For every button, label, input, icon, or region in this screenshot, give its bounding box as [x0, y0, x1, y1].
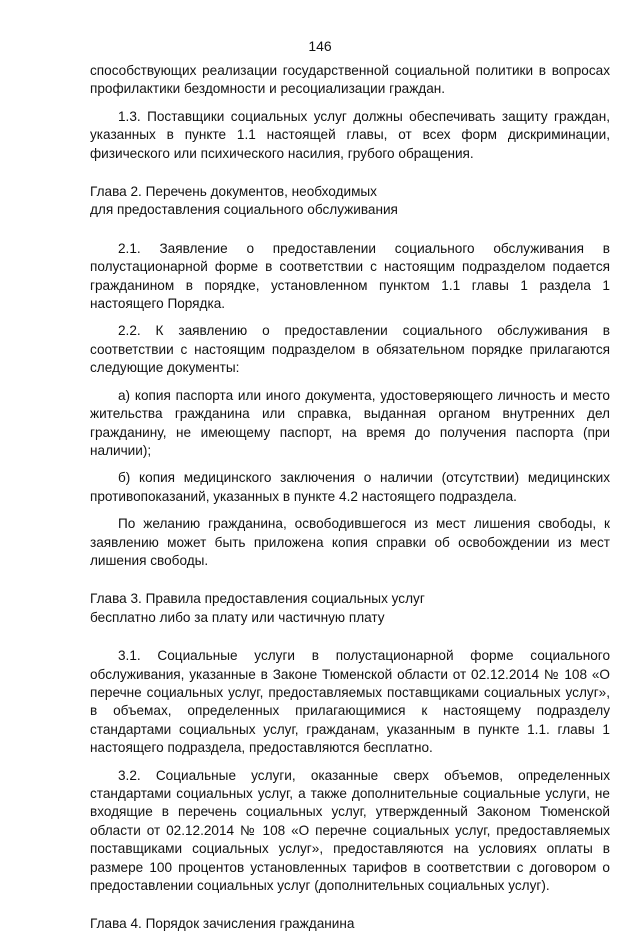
paragraph: а) копия паспорта или иного документа, удостоверяющего личность и место жительства гражданина или справка, выданная органом внутренних дел гражданину, не имеющему паспорт, на время до получения паспорта (при наличии); — [90, 387, 610, 458]
paragraph: 3.2. Социальные услуги, оказанные сверх объемов, определенных стандартами социальных услуг, а также дополнительные социальные услуги, не входящие в перечень социальных услуг, утвержденный Законом Тюменской области от 02.12.2014 № 108 «О перечне социальных услуг, предоставляемых поставщиками социальных услуг», предоставляются на условиях оплаты в размере 100 процентов установленных тарифов в соответствии с договором о предоставлении социальных услуг (дополнительных социальных услуг). — [90, 767, 610, 894]
paragraph: 2.2. К заявлению о предоставлении социального обслуживания в соответствии с настоящим подразделом в обязательном порядке прилагаются следующие документы: — [90, 323, 610, 376]
paragraph: способствующих реализации государственной социальной политики в вопросах профилактики бездомности и ресоциализации граждан. — [90, 63, 610, 97]
chapter-heading-line: бесплатно либо за плату или частичную плату — [90, 609, 385, 625]
chapter-heading-line: Глава 2. Перечень документов, необходимых — [90, 184, 377, 200]
chapter-heading-line: для предоставления социального обслуживания — [90, 202, 398, 218]
document-body — [90, 62, 610, 934]
paragraph: б) копия медицинского заключения о наличии (отсутствии) медицинских противопоказаний, указанных в пункте 4.2 настоящего подраздела. — [90, 470, 610, 504]
chapter-heading-line: Глава 3. Правила предоставления социальных услуг — [90, 591, 425, 607]
paragraph: По желанию гражданина, освободившегося из мест лишения свободы, к заявлению может быть приложена копия справки об освобождении из мест лишения свободы. — [90, 516, 610, 568]
paragraph: 3.1. Социальные услуги в полустационарной форме социального обслуживания, указанные в Законе Тюменской области от 02.12.2014 № 108 «О перечне социальных услуг, предоставляемых поставщиками социальных услуг», в объемах, определенных прилагающимися к настоящему подразделу стандартами социальных услуг, гражданам, указанным в пункте 1.1. главы 1 настоящего подраздела, предоставляются бесплатно. — [90, 648, 610, 756]
page-number: 146 — [308, 38, 332, 54]
chapter-heading-line: Глава 4. Порядок зачисления гражданина — [90, 916, 355, 932]
paragraph: 2.1. Заявление о предоставлении социального обслуживания в полустационарной форме в соответствии с настоящим подразделом подается гражданином в порядке, установленном пунктом 1.1 главы 1 раздела 1 настоящего Порядка. — [90, 240, 610, 312]
paragraph: 1.3. Поставщики социальных услуг должны обеспечивать защиту граждан, указанных в пункте 1.1 настоящей главы, от всех форм дискриминации, физического или психического насилия, грубого обращения. — [90, 108, 610, 161]
